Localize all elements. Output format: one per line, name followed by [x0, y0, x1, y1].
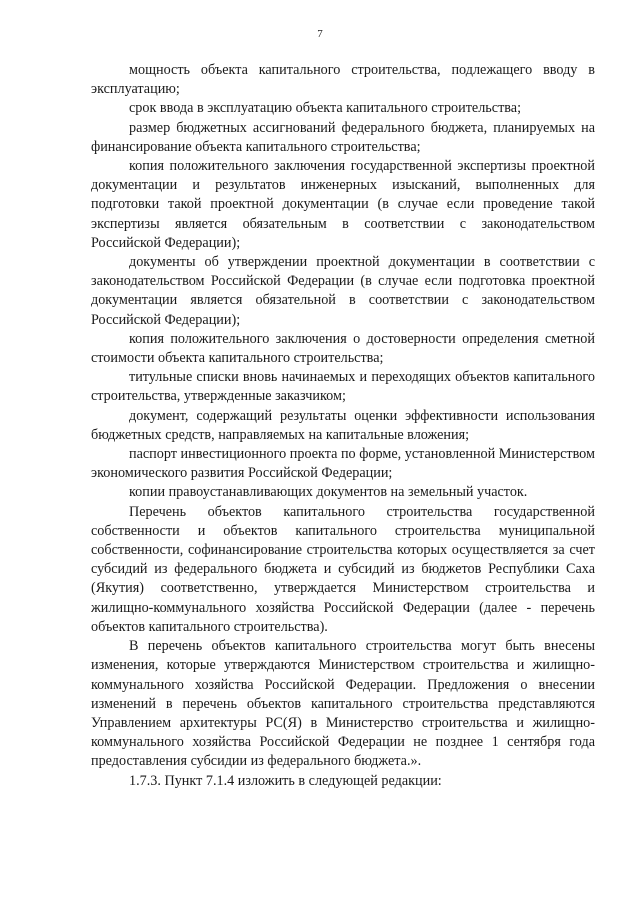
paragraph-project-passport: паспорт инвестиционного проекта по форме, установленной Министерством экономического развития Российской Федерации; — [91, 446, 595, 482]
paragraph-expertise-copy: копия положительного заключения государственной экспертизы проектной документации и результатов инженерных изысканий, выполненных для подготовки такой проектной документации (в случае если проведение такой экспертизы является обязательным в соответствии с законодательством Российской Федерации); — [91, 158, 595, 251]
paragraph-commissioning-date: срок ввода в эксплуатацию объекта капитального строительства; — [129, 100, 522, 117]
paragraph-object-list: Перечень объектов капитального строительства государственной собственности и объектов капитального строительства муниципальной собственности, софинансирование строительства которых осуществляется за счет субсидий из федерального бюджета и субсидий из бюджетов Республики Саха (Якутия) соответственно, утверждается Министерством строительства и жилищно-коммунального хозяйства Российской Федерации (далее - перечень объектов капитального строительства). — [91, 503, 595, 635]
paragraph-title-lists: титульные списки вновь начинаемых и переходящих объектов капитального строительства, утвержденные заказчиком; — [91, 369, 595, 405]
paragraph-clause-amendment: 1.7.3. Пункт 7.1.4 изложить в следующей редакции: — [129, 772, 442, 789]
paragraph-estimate-reliability: копия положительного заключения о достоверности определения сметной стоимости объекта капитального строительства; — [91, 330, 595, 367]
paragraph-land-documents: копии правоустанавливающих документов на земельный участок. — [129, 484, 528, 501]
paragraph-budget-allocations: размер бюджетных ассигнований федерального бюджета, планируемых на финансирование объекта капитального строительства; — [91, 119, 595, 155]
paragraph-efficiency-assessment: документ, содержащий результаты оценки эффективности использования бюджетных средств, направляемых на капитальные вложения; — [91, 407, 595, 443]
paragraph-list-changes: В перечень объектов капитального строительства могут быть внесены изменения, которые утверждаются Министерством строительства и жилищно-коммунального хозяйства Российской Федерации. Предложения о внесении изменений в перечень объектов капитального строительства представляются Управлением архитектуры РС(Я) в Министерство строительства и жилищно-коммунального хозяйства Российской Федерации не позднее 1 сентября года предоставления субсидии из федерального бюджета.». — [91, 638, 595, 770]
paragraph-design-approval: документы об утверждении проектной документации в соответствии с законодательством Российской Федерации (в случае если подготовка проектной документации является обязательной в соответствии с законодательством Российской Федерации); — [91, 254, 595, 328]
document-body — [91, 61, 595, 791]
paragraph-capacity: мощность объекта капитального строительства, подлежащего вводу в эксплуатацию; — [91, 62, 595, 98]
page-number: 7 — [317, 28, 323, 40]
